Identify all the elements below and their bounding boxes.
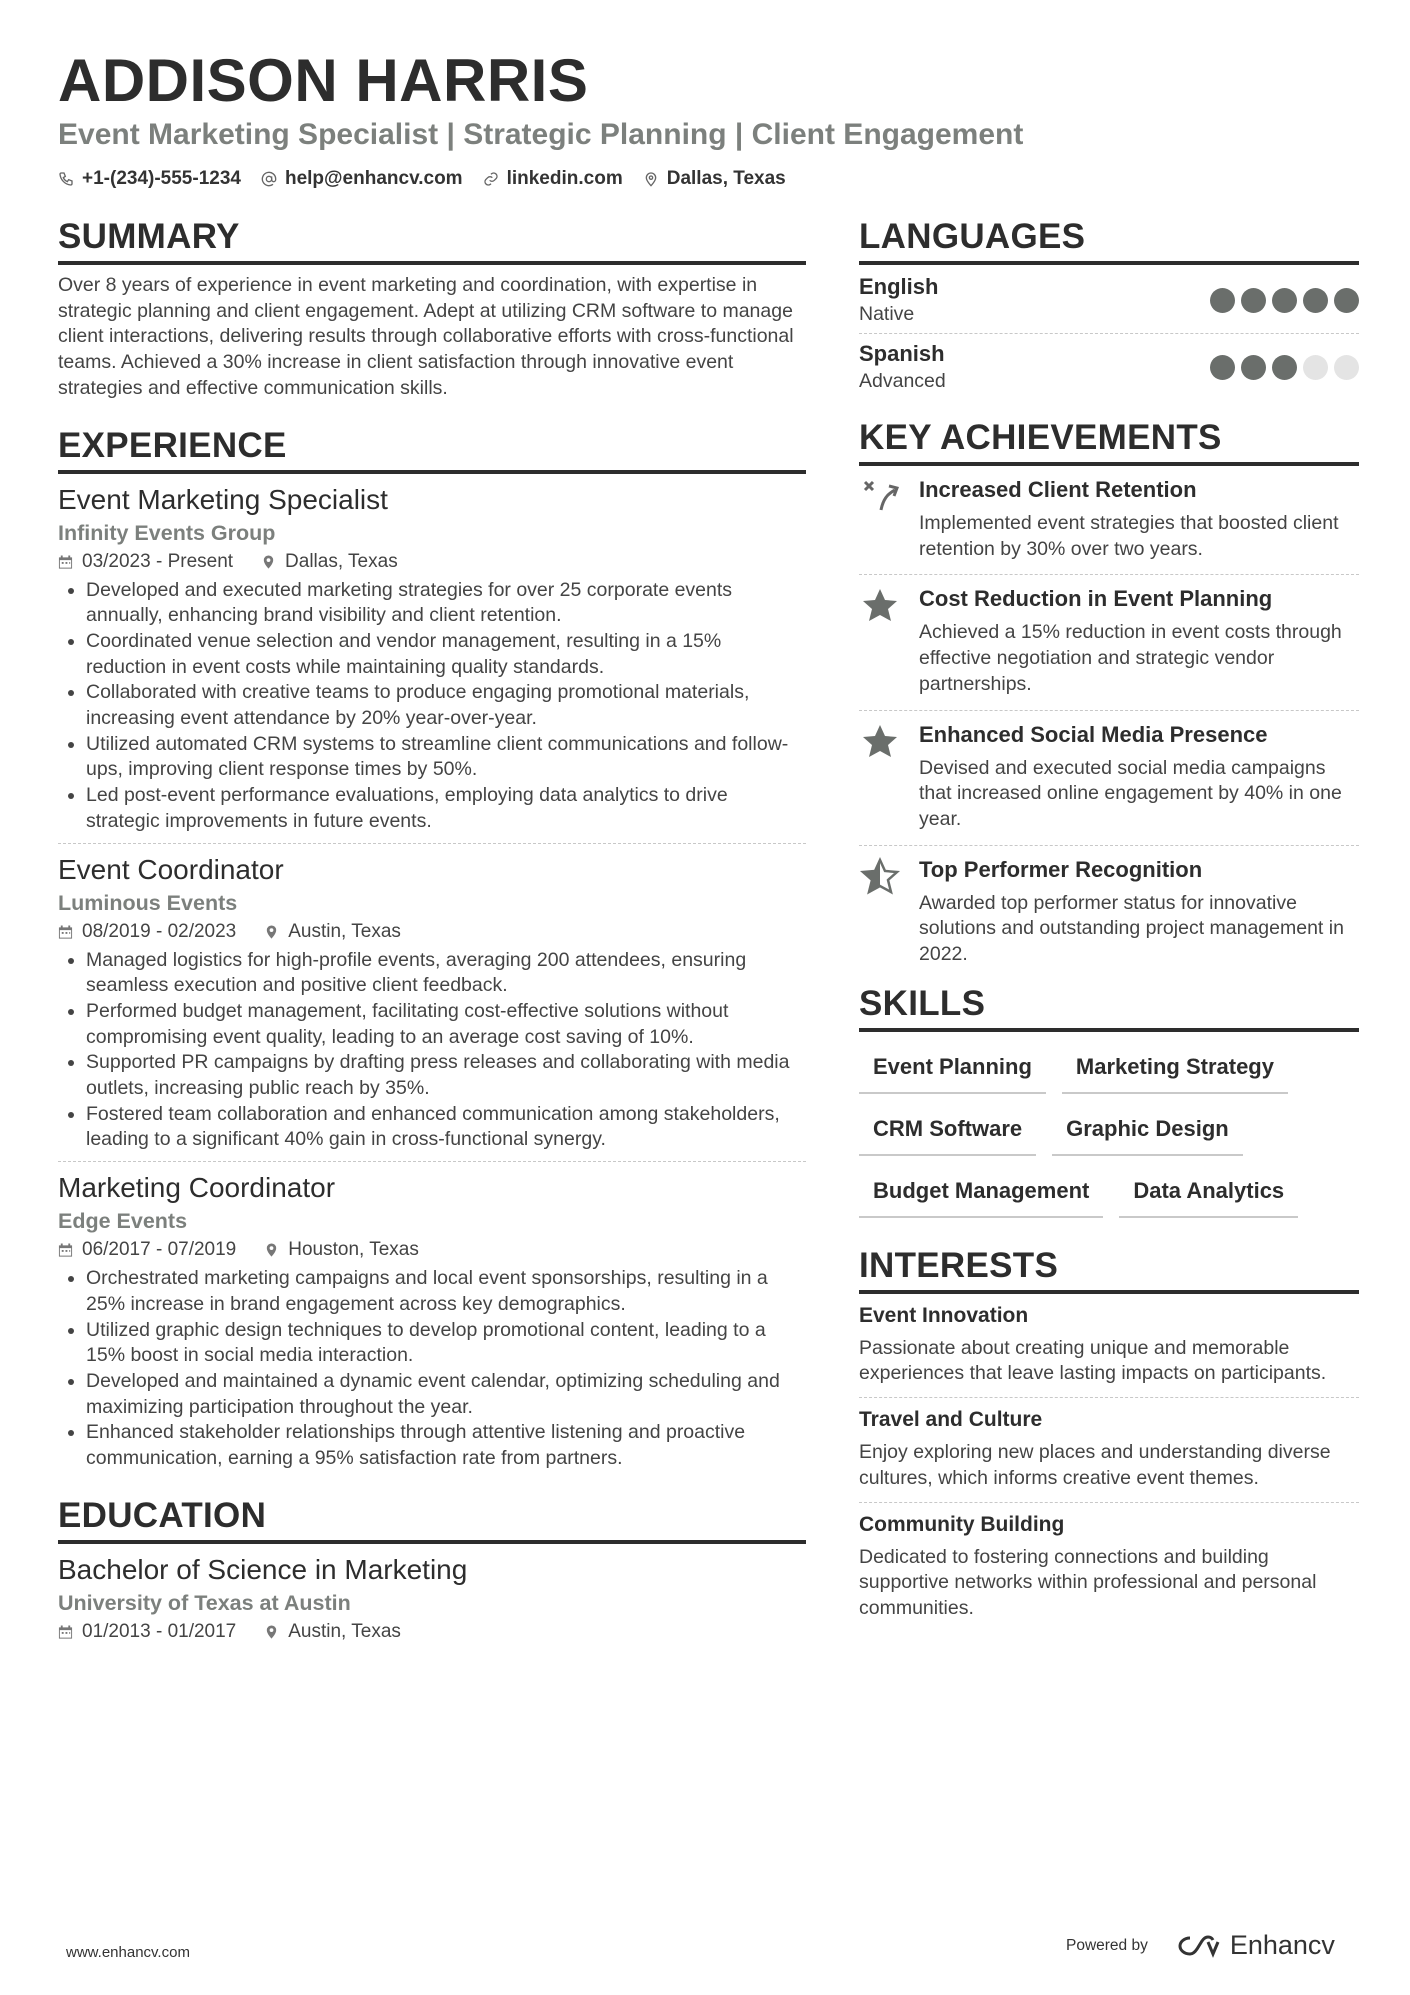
job-bullets bbox=[58, 1266, 806, 1472]
interest-title: Travel and Culture bbox=[859, 1408, 1043, 1432]
skill-list bbox=[859, 1046, 1359, 1218]
degree-title: Bachelor of Science in Marketing bbox=[58, 1553, 468, 1585]
job-location-item bbox=[264, 918, 401, 946]
education-dates: 01/2013 - 01/2017 bbox=[82, 1620, 237, 1642]
location-pin-icon bbox=[264, 1242, 279, 1258]
achievements-heading: KEY ACHIEVEMENTS bbox=[859, 416, 1359, 466]
bullet-item: • Orchestrated marketing campaigns and local event sponsorships, resulting in a 25% increase in brand engagement across key demographics. bbox=[86, 1266, 806, 1317]
language-level: Native bbox=[859, 303, 915, 325]
location-pin-icon bbox=[261, 554, 276, 570]
job-meta bbox=[58, 548, 806, 576]
brand-logo[interactable] bbox=[1174, 1930, 1335, 1961]
proficiency-dots bbox=[1210, 355, 1359, 380]
phone-text: +1-(234)-555-1234 bbox=[82, 168, 241, 189]
job-entry bbox=[58, 843, 806, 1162]
skills-section bbox=[859, 982, 1359, 1218]
interest-item bbox=[859, 1397, 1359, 1501]
education-meta bbox=[58, 1618, 806, 1646]
achievement-item bbox=[859, 466, 1359, 574]
skill-tag: Event Planning bbox=[859, 1046, 1046, 1094]
calendar-icon bbox=[58, 1624, 73, 1640]
achievement-description: Achieved a 15% reduction in event costs through effective negotiation and strategic vendor partnerships. bbox=[919, 621, 1342, 695]
bullet-item: • Led post-event performance evaluations, employing data analytics to drive strategic improvements in future events. bbox=[86, 783, 806, 834]
footer-website[interactable]: www.enhancv.com bbox=[66, 1944, 190, 1961]
job-meta bbox=[58, 918, 806, 946]
interest-description: Dedicated to fostering connections and building supportive networks within professional and personal communities. bbox=[859, 1545, 1317, 1619]
proficiency-dot-empty bbox=[1334, 355, 1359, 380]
half-star-icon bbox=[859, 856, 901, 896]
language-list bbox=[859, 267, 1359, 400]
summary-text: Over 8 years of experience in event marketing and coordination, with expertise in strategic planning and client engagement. Adept at utilizing CRM software to manage client interactions, delivering results through collaborative efforts with cross-functional teams. Achieved a 30% increase in client satisfaction through innovative event strategies and effective communication skills. bbox=[58, 274, 794, 399]
job-dates-item bbox=[58, 1236, 236, 1264]
at-icon bbox=[261, 171, 277, 187]
language-row bbox=[859, 333, 1359, 400]
bullet-item: • Utilized automated CRM systems to streamline client communications and follow-ups, improving client response times by 50%. bbox=[86, 732, 806, 783]
language-info bbox=[859, 340, 946, 394]
calendar-icon bbox=[58, 924, 73, 940]
bullet-item: • Performed budget management, facilitating cost-effective solutions without compromising event quality, leading to an average cost saving of 10%. bbox=[86, 999, 806, 1050]
proficiency-dot-filled bbox=[1334, 288, 1359, 313]
bullet-item: • Coordinated venue selection and vendor management, resulting in a 15% reduction in event costs while maintaining quality standards. bbox=[86, 629, 806, 680]
language-row bbox=[859, 267, 1359, 333]
proficiency-dot-filled bbox=[1272, 288, 1297, 313]
job-list bbox=[58, 482, 806, 1480]
achievement-item bbox=[859, 845, 1359, 980]
link-icon bbox=[483, 171, 499, 187]
school-name: University of Texas at Austin bbox=[58, 1590, 351, 1615]
linkedin-text: linkedin.com bbox=[506, 168, 623, 189]
education-location: Austin, Texas bbox=[288, 1620, 401, 1642]
location-pin-icon bbox=[264, 1624, 279, 1640]
languages-heading: LANGUAGES bbox=[859, 215, 1359, 265]
bullet-item: • Developed and maintained a dynamic event calendar, optimizing scheduling and maximizing participation throughout the year. bbox=[86, 1369, 806, 1420]
skills-heading: SKILLS bbox=[859, 982, 1359, 1032]
achievement-description: Implemented event strategies that boosted client retention by 30% over two years. bbox=[919, 512, 1339, 560]
job-dates-item bbox=[58, 918, 236, 946]
company-name: Edge Events bbox=[58, 1209, 188, 1234]
proficiency-dot-filled bbox=[1241, 288, 1266, 313]
achievement-title: Top Performer Recognition bbox=[919, 856, 1203, 882]
interest-item bbox=[859, 1502, 1359, 1632]
job-dates-item bbox=[58, 548, 233, 576]
contact-location bbox=[643, 168, 786, 190]
achievement-item bbox=[859, 710, 1359, 845]
proficiency-dot-empty bbox=[1303, 355, 1328, 380]
bullet-item: • Utilized graphic design techniques to develop promotional content, leading to a 15% boost in social media interaction. bbox=[86, 1318, 806, 1369]
job-location-item bbox=[261, 548, 398, 576]
proficiency-dots bbox=[1210, 288, 1359, 313]
achievement-list bbox=[859, 466, 1359, 980]
job-location: Austin, Texas bbox=[288, 920, 401, 942]
summary-section bbox=[58, 215, 806, 402]
language-name: English bbox=[859, 274, 939, 299]
email-text: help@enhancv.com bbox=[284, 168, 463, 189]
brand-name: Enhancv bbox=[1229, 1930, 1335, 1960]
achievements-section bbox=[859, 416, 1359, 980]
contact-email[interactable] bbox=[261, 168, 463, 190]
location-pin-icon bbox=[264, 924, 279, 940]
bullet-item: • Enhanced stakeholder relationships through attentive listening and proactive communication, earning a 95% satisfaction rate from partners. bbox=[86, 1420, 806, 1471]
powered-by-label: Powered by bbox=[1066, 1936, 1148, 1954]
interests-heading: INTERESTS bbox=[859, 1244, 1359, 1294]
bullet-item: • Developed and executed marketing strategies for over 25 corporate events annually, enhancing brand visibility and client retention. bbox=[86, 578, 806, 629]
achievement-item bbox=[859, 574, 1359, 709]
experience-heading: EXPERIENCE bbox=[58, 424, 806, 474]
company-name: Luminous Events bbox=[58, 890, 238, 915]
proficiency-dot-filled bbox=[1210, 355, 1235, 380]
job-location: Houston, Texas bbox=[288, 1239, 419, 1261]
footer-branding bbox=[1066, 1930, 1335, 1961]
interest-title: Event Innovation bbox=[859, 1303, 1029, 1327]
interests-section bbox=[859, 1244, 1359, 1632]
location-pin-icon bbox=[643, 171, 659, 187]
achievement-body bbox=[919, 856, 1359, 968]
achievement-title: Increased Client Retention bbox=[919, 477, 1197, 502]
phone-icon bbox=[58, 171, 74, 187]
skill-tag: CRM Software bbox=[859, 1108, 1036, 1156]
proficiency-dot-filled bbox=[1272, 355, 1297, 380]
interest-title: Community Building bbox=[859, 1512, 1065, 1536]
headline: Event Marketing Specialist | Strategic Planning | Client Engagement bbox=[58, 118, 1024, 151]
interest-list bbox=[859, 1294, 1359, 1632]
achievement-title: Cost Reduction in Event Planning bbox=[919, 586, 1273, 612]
skill-tag: Marketing Strategy bbox=[1062, 1046, 1288, 1094]
calendar-icon bbox=[58, 1242, 73, 1258]
job-bullets bbox=[58, 578, 806, 835]
job-location: Dallas, Texas bbox=[285, 550, 398, 572]
job-location-item bbox=[264, 1236, 419, 1264]
summary-heading: SUMMARY bbox=[58, 215, 806, 265]
bullet-item: • Fostered team collaboration and enhanced communication among stakeholders, leading to a significant 40% gain in cross-functional synergy. bbox=[86, 1102, 806, 1153]
location-text: Dallas, Texas bbox=[666, 168, 786, 189]
language-info bbox=[859, 273, 938, 327]
interest-description: Passionate about creating unique and memorable experiences that leave lasting impacts on participants. bbox=[859, 1336, 1327, 1385]
education-heading: EDUCATION bbox=[58, 1494, 806, 1544]
proficiency-dot-filled bbox=[1210, 288, 1235, 313]
right-column bbox=[859, 215, 1359, 1632]
bullet-item: • Managed logistics for high-profile events, averaging 200 attendees, ensuring seamless execution and positive client feedback. bbox=[86, 948, 806, 999]
job-title: Event Marketing Specialist bbox=[58, 483, 388, 515]
achievement-description: Devised and executed social media campaigns that increased online engagement by 40% in one year. bbox=[919, 756, 1342, 830]
skill-tag: Graphic Design bbox=[1052, 1108, 1243, 1156]
star-icon bbox=[859, 721, 901, 761]
achievement-title: Enhanced Social Media Presence bbox=[919, 721, 1268, 747]
contact-bar bbox=[58, 168, 786, 190]
languages-section bbox=[859, 215, 1359, 400]
achievement-body bbox=[919, 721, 1359, 833]
star-icon bbox=[859, 585, 901, 625]
experience-section bbox=[58, 424, 806, 1480]
achievement-description: Awarded top performer status for innovative solutions and outstanding project management in 2022. bbox=[919, 891, 1344, 966]
proficiency-dot-filled bbox=[1303, 288, 1328, 313]
skill-tag: Data Analytics bbox=[1119, 1170, 1298, 1218]
job-dates: 03/2023 - Present bbox=[82, 550, 234, 572]
bullet-item: • Collaborated with creative teams to produce engaging promotional materials, increasing event attendance by 20% year-over-year. bbox=[86, 680, 806, 731]
interest-item bbox=[859, 1294, 1359, 1397]
left-column bbox=[58, 215, 806, 1646]
language-name: Spanish bbox=[859, 341, 945, 366]
job-title: Event Coordinator bbox=[58, 853, 284, 885]
route-arrow-icon bbox=[859, 476, 901, 516]
proficiency-dot-filled bbox=[1241, 355, 1266, 380]
job-entry bbox=[58, 482, 806, 843]
job-dates: 08/2019 - 02/2023 bbox=[82, 920, 237, 942]
company-name: Infinity Events Group bbox=[58, 520, 276, 545]
interest-description: Enjoy exploring new places and understanding diverse cultures, which informs creative event themes. bbox=[859, 1441, 1331, 1489]
calendar-icon bbox=[58, 554, 73, 570]
achievement-body bbox=[919, 585, 1359, 697]
achievement-body bbox=[919, 476, 1359, 562]
job-dates: 06/2017 - 07/2019 bbox=[82, 1239, 237, 1261]
job-title: Marketing Coordinator bbox=[58, 1172, 336, 1204]
contact-phone[interactable] bbox=[58, 168, 241, 190]
skill-tag: Budget Management bbox=[859, 1170, 1103, 1218]
bullet-item: • Supported PR campaigns by drafting press releases and collaborating with media outlets, increasing public reach by 35%. bbox=[86, 1050, 806, 1101]
contact-linkedin[interactable] bbox=[483, 168, 623, 190]
job-meta bbox=[58, 1236, 806, 1264]
candidate-name: ADDISON HARRIS bbox=[58, 47, 589, 114]
enhancv-logo-icon bbox=[1174, 1933, 1220, 1959]
language-level: Advanced bbox=[859, 370, 946, 392]
job-entry bbox=[58, 1161, 806, 1480]
job-bullets bbox=[58, 948, 806, 1154]
education-section bbox=[58, 1494, 806, 1646]
